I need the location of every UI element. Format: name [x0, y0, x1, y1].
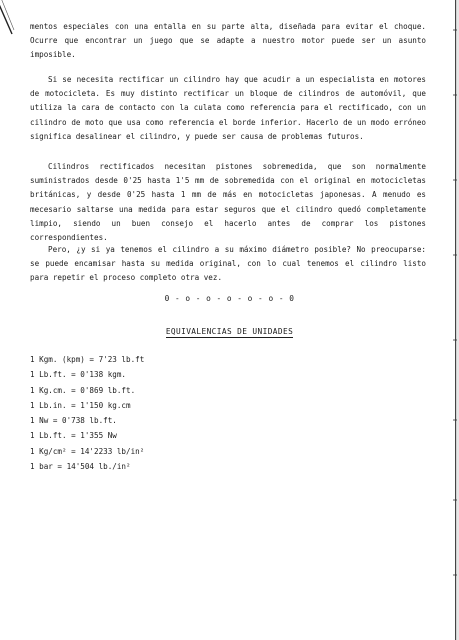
paragraph-2-text: Si se necesita rectificar un cilindro hay que acudir a un especialista en motores de motocicleta. Es muy distinto rectificar un bloque de cilindros de automóvil, que utiliza la cara de contacto con la culata como referencia para el rectificado, con un cilindro de moto que usa como referencia el borde inferior. Hacerlo de un modo erróneo significa desalinear el cilindro, y puede ser causa de problemas futuros. — [30, 75, 426, 141]
conversion-item: 1 Lb.in. = 1'150 kg.cm — [30, 400, 131, 410]
conversion-item: 1 Kgm. (kpm) = 7'23 lb.ft — [30, 355, 145, 364]
paragraph-3-text: Cilindros rectificados necesitan pistones sobremedida, que son normalmente suministrados desde 0'25 hasta 1'5 mm de sobremedida con el original en motocicletas británicas, y desde 0'25 hasta 1 mm de más en motocicletas japonesas. A menudo es mecesario saltarse una medida para estar seguros que el cilindro quedó completamente limpio, siendo un buen consejo el hacerlo antes de comprar los pistones correspondientes. — [30, 162, 426, 243]
paragraph-1-text: mentos especiales con una entalla en su parte alta, diseñada para evitar el choque. Ocurre que encontrar un juego que se adapte a nuestro motor puede ser un asunto imposible. — [30, 22, 426, 60]
conversion-item: 1 Kg.cm. = 0'869 lb.ft. — [30, 385, 136, 395]
conversion-item: 1 Lb.ft. = 1'355 Nw — [30, 431, 117, 441]
conversion-item: 1 Kg/cm² = 14'2233 lb/in² — [30, 446, 145, 456]
conversion-item: 1 bar = 14'504 lb./in² — [30, 462, 131, 472]
section-title-text: EQUIVALENCIAS DE UNIDADES — [165, 327, 294, 336]
paragraph-1 — [30, 20, 426, 63]
corner-scan-mark — [0, 0, 18, 44]
paragraph-4-text: Pero, ¿y si ya tenemos el cilindro a su máximo diámetro posible? No preocuparse: se puede encamisar hasta su medida original, con lo cual tenemos el cilindro listo para repetir el proceso completo otra vez. — [30, 245, 426, 283]
paragraph-4 — [30, 243, 426, 286]
conversion-list — [30, 352, 144, 474]
paragraph-3 — [30, 160, 426, 245]
section-divider: 0 - o - o - o - o - o - 0 — [164, 294, 295, 303]
conversion-item: 1 Nw = 0'738 lb.ft. — [30, 416, 117, 426]
scan-edge-shadow — [449, 0, 459, 640]
paragraph-2 — [30, 73, 426, 144]
section-title — [0, 327, 459, 336]
conversion-item: 1 Lb.ft. = 0'138 kgm. — [30, 370, 127, 380]
